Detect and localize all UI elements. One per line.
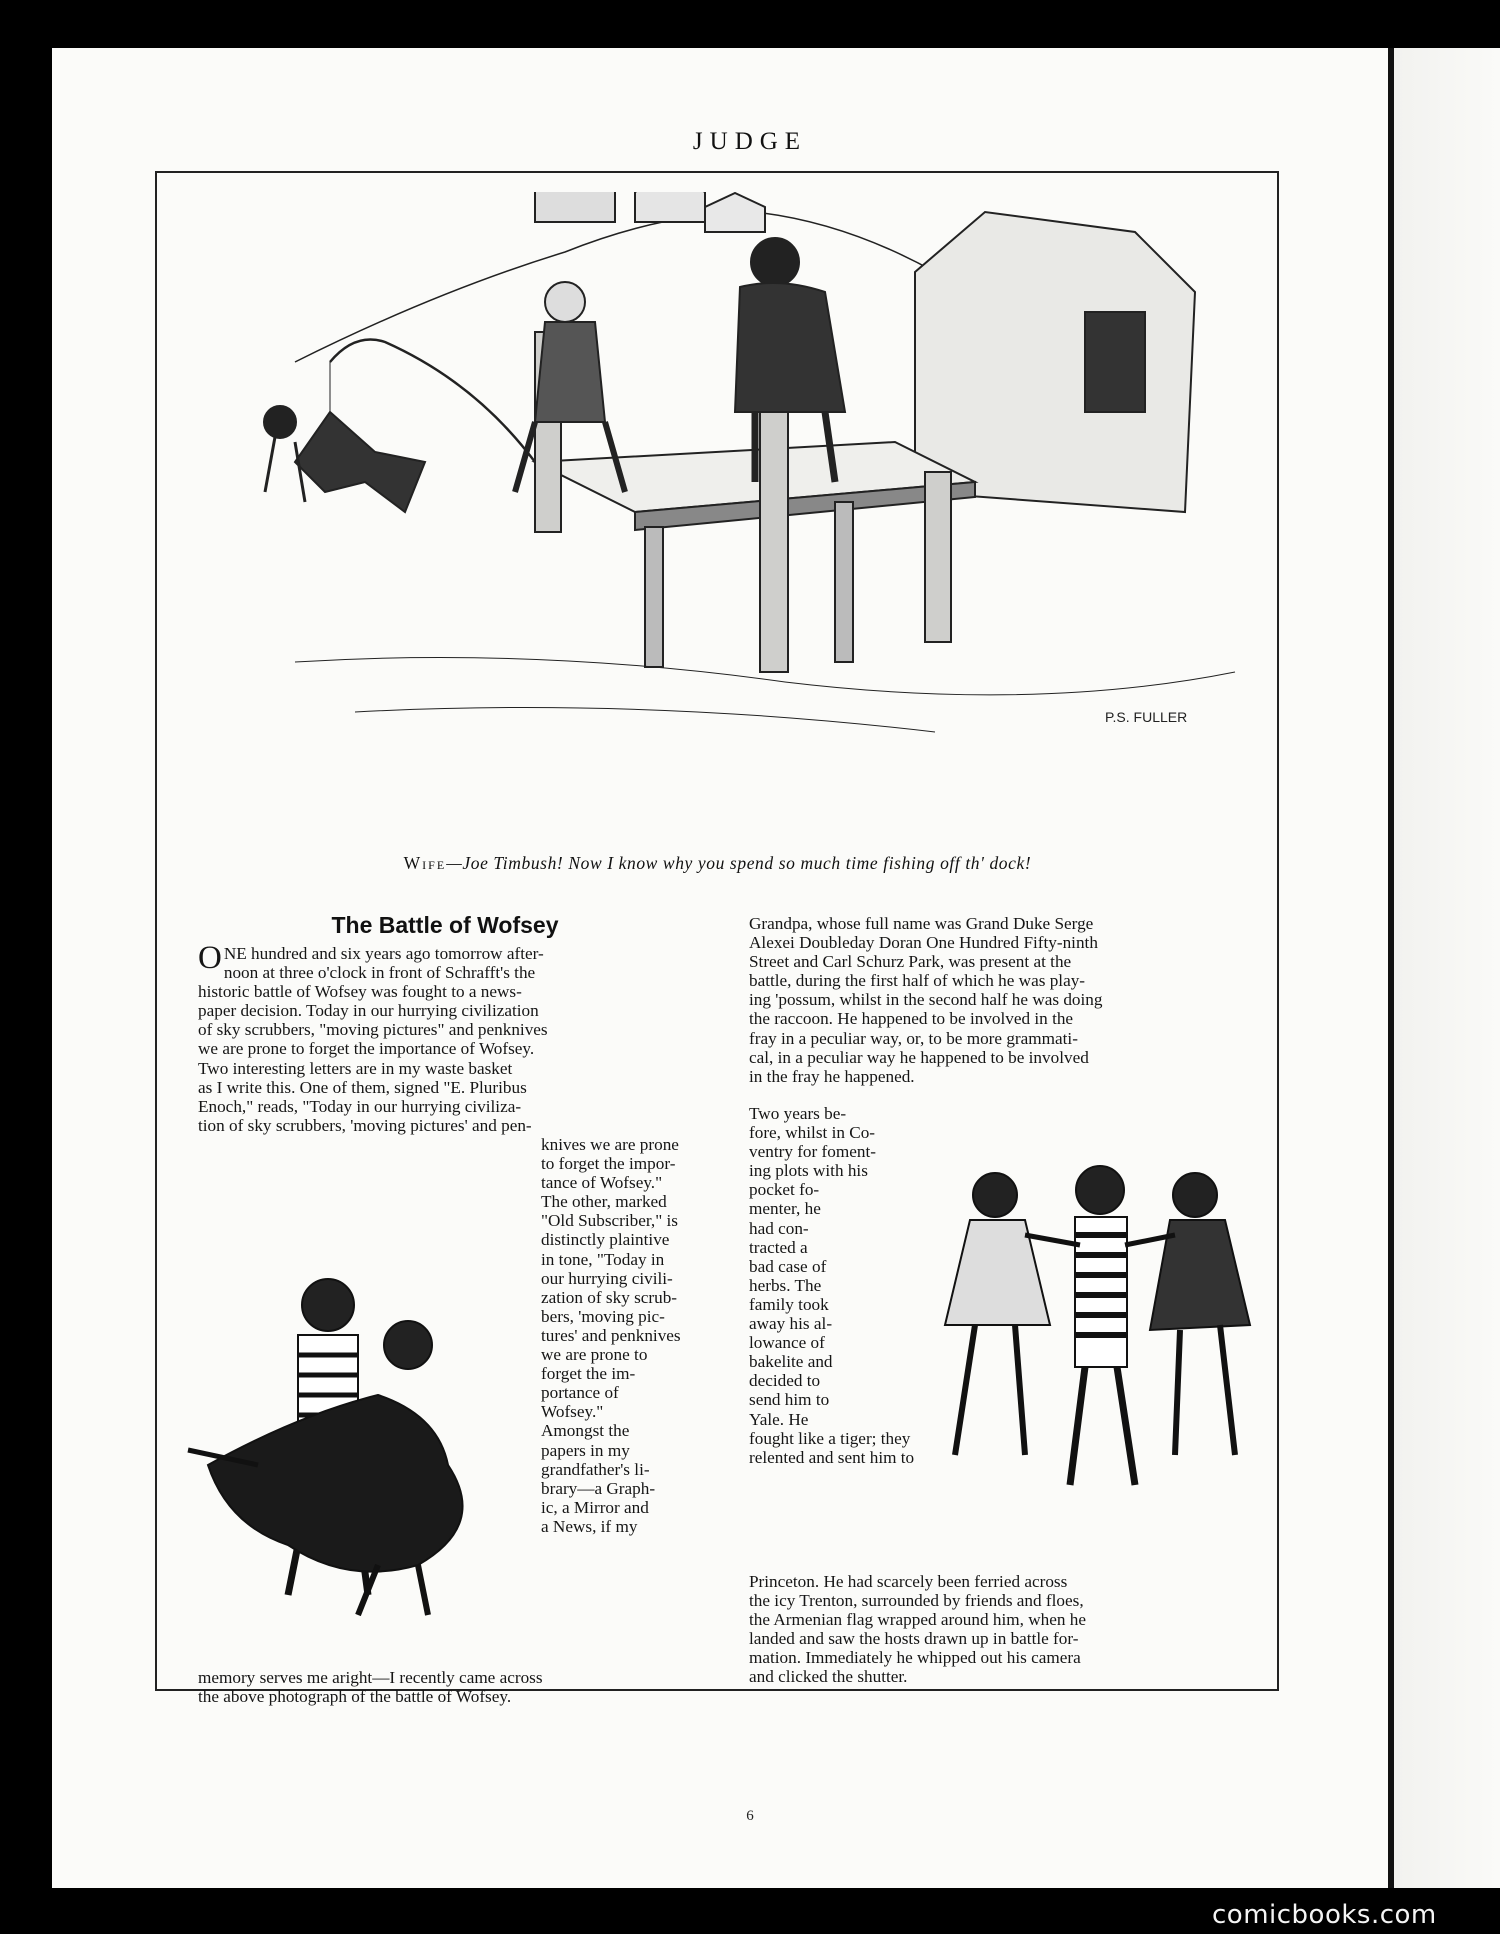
- article-line: Two interesting letters are in my waste basket: [198, 1058, 513, 1078]
- article-line: bers, 'moving pic-: [541, 1306, 665, 1326]
- watermark: comicbooks.com: [1212, 1900, 1437, 1930]
- artist-signature: P.S. FULLER: [1105, 709, 1188, 725]
- article-line: the raccoon. He happened to be involved in the: [749, 1009, 1074, 1029]
- article-line: ventry for foment-: [749, 1142, 876, 1162]
- article-line: NE hundred and six years ago tomorrow after-: [223, 944, 544, 963]
- article-column-2: [749, 914, 1259, 1086]
- article-line: tion of sky scrubbers, 'moving pictures' and pen-: [198, 1115, 532, 1135]
- article-line: to forget the impor-: [541, 1154, 676, 1174]
- article-line: lowance of: [749, 1333, 825, 1353]
- article-line: zation of sky scrub-: [541, 1287, 678, 1307]
- article-line: brary—a Graph-: [541, 1478, 656, 1498]
- article-line: Grandpa, whose full name was Grand Duke Serge: [749, 914, 1094, 933]
- article-column-2-end: [749, 1572, 1259, 1687]
- article-line: bad case of: [749, 1256, 827, 1276]
- article-line: mation. Immediately he whipped out his camera: [749, 1648, 1081, 1668]
- article-line: in the fray he happened.: [749, 1066, 915, 1086]
- article-line: menter, he: [749, 1199, 821, 1219]
- article-line: Enoch," reads, "Today in our hurrying civiliza-: [198, 1096, 522, 1116]
- article-line: had con-: [749, 1218, 809, 1238]
- article-column-1-narrow: [541, 1135, 707, 1536]
- article-line: and clicked the shutter.: [749, 1667, 908, 1687]
- article-line: fore, whilst in Co-: [749, 1123, 876, 1143]
- article-line: Yale. He: [749, 1409, 809, 1429]
- article-line: paper decision. Today in our hurrying civilization: [198, 1001, 539, 1021]
- article-line: memory serves me aright—I recently came across: [198, 1668, 543, 1687]
- article-line: Two years be-: [749, 1104, 847, 1123]
- article-line: papers in my: [541, 1440, 630, 1460]
- article-line: tracted a: [749, 1237, 808, 1257]
- article-line: ing 'possum, whilst in the second half he was doing: [749, 990, 1103, 1010]
- article-line: our hurrying civili-: [541, 1268, 673, 1288]
- article-line: pocket fo-: [749, 1180, 820, 1200]
- article-line: a News, if my: [541, 1516, 638, 1536]
- article-line: fray in a peculiar way, or, to be more grammati-: [749, 1028, 1078, 1048]
- article-column-1: [198, 940, 706, 1135]
- article-column-1-end: [198, 1668, 706, 1706]
- article-line: as I write this. One of them, signed "E. Pluribus: [198, 1077, 527, 1097]
- article-line: knives we are prone: [541, 1135, 679, 1154]
- magazine-title: JUDGE: [692, 128, 808, 155]
- article-line: noon at three o'clock in front of Schrafft's the: [223, 963, 536, 983]
- article-line: battle, during the first half of which he was play-: [749, 971, 1086, 991]
- article-line: relented and sent him to: [749, 1447, 915, 1467]
- article-line: Amongst the: [541, 1421, 630, 1441]
- article-line: the above photograph of the battle of Wofsey.: [198, 1687, 512, 1707]
- article-line: Wofsey.": [541, 1402, 604, 1422]
- article-line: grandfather's li-: [541, 1459, 650, 1479]
- article-line: cal, in a peculiar way he happened to be involved: [749, 1047, 1089, 1067]
- article-title: The Battle of Wofsey: [331, 912, 559, 938]
- article-line: Princeton. He had scarcely been ferried across: [749, 1572, 1068, 1591]
- next-page-edge: [1388, 48, 1500, 1888]
- article-line: portance of: [541, 1383, 619, 1403]
- article-line: we are prone to: [541, 1345, 648, 1365]
- cartoon-caption: [170, 853, 1265, 874]
- dancing-couple-illustration: [168, 1265, 558, 1625]
- dancing-trio-illustration: [885, 1155, 1285, 1505]
- article-line: fought like a tiger; they: [749, 1428, 911, 1448]
- caption-speaker: Wife: [403, 853, 447, 873]
- article-line: decided to: [749, 1371, 821, 1391]
- article-line: ic, a Mirror and: [541, 1497, 649, 1517]
- article-line: away his al-: [749, 1314, 833, 1334]
- article-line: send him to: [749, 1390, 830, 1410]
- article-line: tures' and penknives: [541, 1325, 681, 1345]
- caption-text: —Joe Timbush! Now I know why you spend so much time fishing off th' dock!: [446, 853, 1032, 873]
- article-line: distinctly plaintive: [541, 1230, 670, 1250]
- article-line: Street and Carl Schurz Park, was present at the: [749, 952, 1072, 972]
- fishing-dock-cartoon: [235, 192, 1260, 822]
- article-line: in tone, "Today in: [541, 1249, 665, 1269]
- article-line: forget the im-: [541, 1364, 636, 1384]
- article-line: historic battle of Wofsey was fought to a news-: [198, 982, 522, 1002]
- article-line: of sky scrubbers, "moving pictures" and penknives: [198, 1020, 548, 1040]
- drop-cap: O: [198, 940, 222, 976]
- article-line: the Armenian flag wrapped around him, when he: [749, 1610, 1086, 1630]
- article-line: we are prone to forget the importance of Wofsey.: [198, 1039, 535, 1059]
- page-number: 6: [746, 1808, 754, 1824]
- article-line: Alexei Doubleday Doran One Hundred Fifty-ninth: [749, 933, 1098, 953]
- article-line: landed and saw the hosts drawn up in battle for-: [749, 1629, 1079, 1649]
- article-line: ing plots with his: [749, 1161, 868, 1181]
- article-line: the icy Trenton, surrounded by friends and floes,: [749, 1591, 1084, 1611]
- article-line: tance of Wofsey.": [541, 1173, 663, 1193]
- article-line: "Old Subscriber," is: [541, 1211, 678, 1231]
- article-line: The other, marked: [541, 1192, 667, 1212]
- article-line: herbs. The: [749, 1275, 822, 1295]
- article-line: family took: [749, 1294, 829, 1314]
- article-line: bakelite and: [749, 1352, 833, 1372]
